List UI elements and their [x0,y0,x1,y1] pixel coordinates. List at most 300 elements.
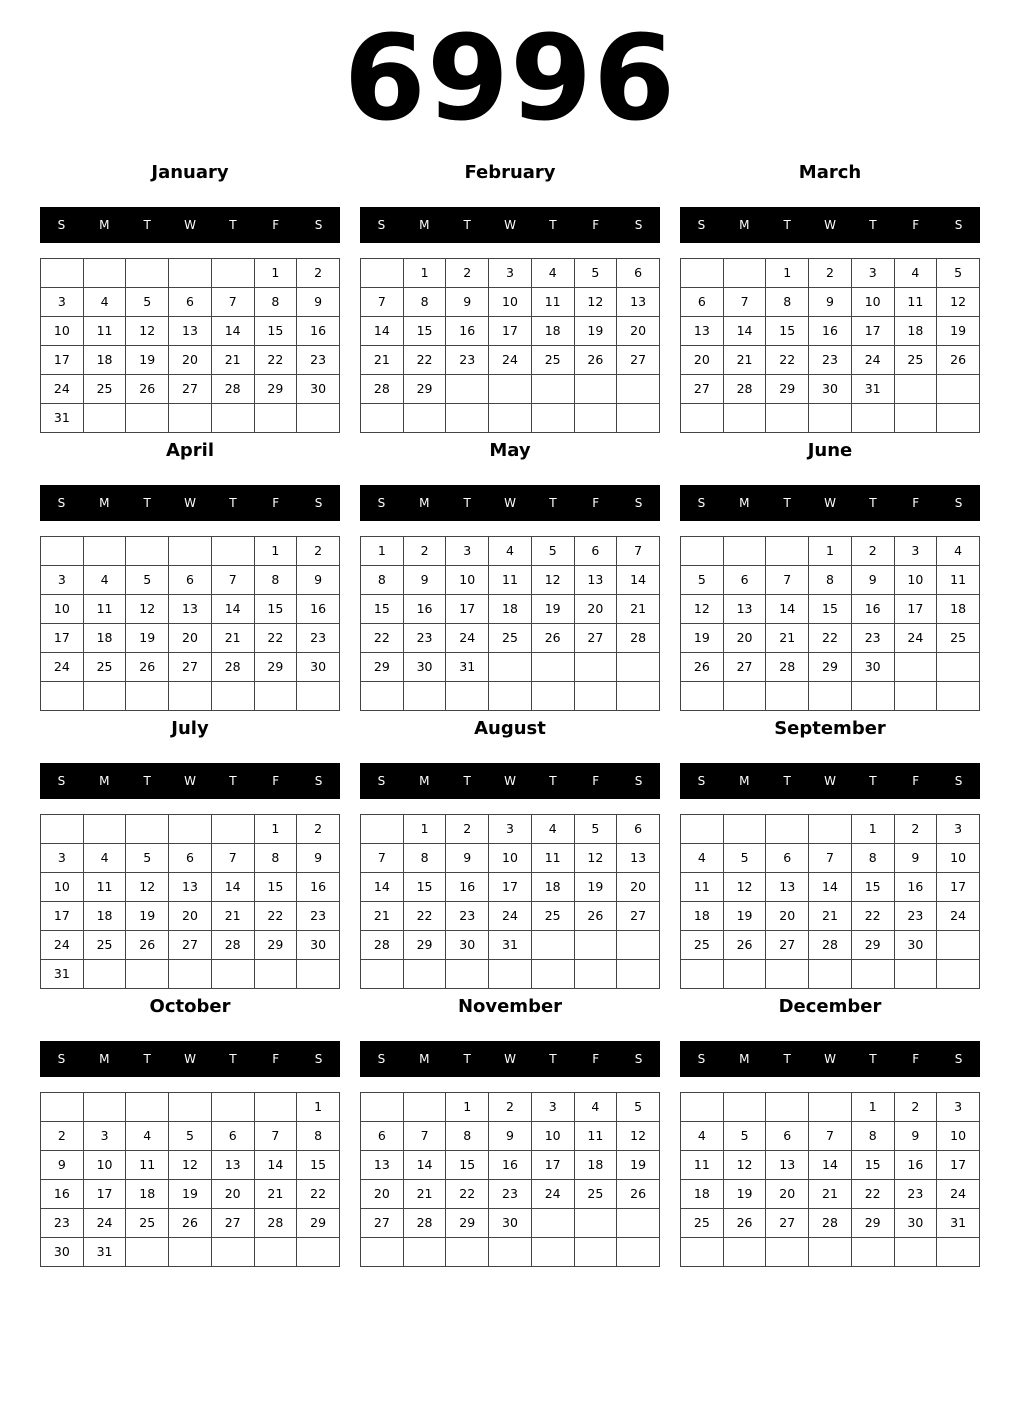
empty-day-cell [937,375,980,404]
week-row [361,259,660,288]
empty-day-cell [297,960,340,989]
day-cell: 6 [723,566,766,595]
day-cell: 22 [403,902,446,931]
day-cell: 24 [83,1209,126,1238]
day-cell: 10 [489,288,532,317]
day-cell: 12 [574,288,617,317]
day-cell: 17 [41,346,84,375]
day-cell: 25 [681,1209,724,1238]
empty-day-cell [851,960,894,989]
day-cell: 5 [169,1122,212,1151]
day-cell: 20 [361,1180,404,1209]
empty-day-cell [531,960,574,989]
day-cell: 19 [126,902,169,931]
month-title: December [778,996,882,1017]
day-cell: 8 [403,288,446,317]
empty-day-cell [937,682,980,711]
day-cell: 22 [361,624,404,653]
empty-day-cell [169,1093,212,1122]
weekday-label: M [99,774,110,788]
day-cell: 4 [681,1122,724,1151]
day-cell: 12 [617,1122,660,1151]
empty-day-cell [83,537,126,566]
weekday-label: T [229,1052,237,1066]
day-cell: 7 [361,844,404,873]
day-cell: 24 [894,624,937,653]
weekday-header [360,1041,660,1077]
empty-day-cell [531,375,574,404]
day-cell: 4 [126,1122,169,1151]
empty-day-cell [766,537,809,566]
day-cell: 15 [254,873,297,902]
week-row [41,960,340,989]
day-cell: 31 [489,931,532,960]
day-cell: 12 [723,873,766,902]
empty-day-cell [681,815,724,844]
day-cell: 10 [851,288,894,317]
day-cell: 19 [937,317,980,346]
day-cell: 13 [574,566,617,595]
day-cell: 1 [766,259,809,288]
week-row [361,653,660,682]
day-cell: 23 [297,902,340,931]
day-cell: 9 [446,288,489,317]
day-cell: 7 [211,566,254,595]
weekday-label: W [824,1052,836,1066]
empty-day-cell [681,682,724,711]
day-cell: 26 [574,902,617,931]
month-title: July [171,718,209,739]
day-cell: 10 [894,566,937,595]
day-grid [40,258,340,433]
day-cell: 28 [211,931,254,960]
day-cell: 1 [446,1093,489,1122]
day-cell: 3 [41,288,84,317]
day-cell: 22 [254,624,297,653]
day-cell: 31 [937,1209,980,1238]
day-cell: 5 [723,844,766,873]
day-cell: 15 [766,317,809,346]
day-cell: 22 [809,624,852,653]
day-cell: 23 [403,624,446,653]
day-cell: 28 [361,375,404,404]
day-cell: 11 [126,1151,169,1180]
day-cell: 6 [574,537,617,566]
day-cell: 30 [297,653,340,682]
day-cell: 13 [169,873,212,902]
day-cell: 21 [809,1180,852,1209]
empty-day-cell [446,375,489,404]
weekday-label: F [592,218,600,232]
day-cell: 26 [681,653,724,682]
weekday-label: S [697,774,706,788]
day-cell: 13 [169,317,212,346]
month-title: November [457,996,563,1017]
week-row [41,624,340,653]
day-cell: 25 [574,1180,617,1209]
weekday-label: M [419,218,430,232]
empty-day-cell [83,682,126,711]
day-cell: 26 [126,931,169,960]
weekday-label: M [419,1052,430,1066]
week-row [41,375,340,404]
day-cell: 25 [83,375,126,404]
day-cell: 9 [403,566,446,595]
empty-day-cell [851,404,894,433]
day-cell: 13 [211,1151,254,1180]
day-cell: 25 [489,624,532,653]
weekday-label: S [314,774,323,788]
day-cell: 27 [723,653,766,682]
day-cell: 14 [403,1151,446,1180]
empty-day-cell [766,404,809,433]
empty-day-cell [617,931,660,960]
weekday-header [40,207,340,243]
weekday-label: T [549,496,557,510]
day-cell: 2 [809,259,852,288]
week-row [41,873,340,902]
day-cell: 14 [723,317,766,346]
empty-day-cell [83,960,126,989]
empty-day-cell [403,960,446,989]
day-cell: 27 [681,375,724,404]
week-row [681,1122,980,1151]
weekday-label: W [824,774,836,788]
weekday-label: W [824,496,836,510]
day-cell: 2 [851,537,894,566]
day-cell: 16 [446,317,489,346]
day-cell: 15 [446,1151,489,1180]
day-cell: 11 [681,873,724,902]
day-cell: 2 [403,537,446,566]
day-cell: 15 [851,1151,894,1180]
weekday-label: W [184,218,196,232]
day-cell: 4 [531,259,574,288]
day-cell: 9 [41,1151,84,1180]
empty-day-cell [361,1093,404,1122]
week-row [681,624,980,653]
empty-day-cell [574,404,617,433]
day-cell: 14 [766,595,809,624]
day-cell: 15 [297,1151,340,1180]
empty-day-cell [126,960,169,989]
week-row [41,653,340,682]
day-cell: 29 [254,931,297,960]
weekday-header [680,485,980,521]
weekday-label: T [229,774,237,788]
day-cell: 9 [894,844,937,873]
day-cell: 30 [297,375,340,404]
day-cell: 3 [937,815,980,844]
day-cell: 30 [403,653,446,682]
week-row [681,375,980,404]
day-cell: 14 [211,317,254,346]
day-cell: 26 [937,346,980,375]
day-cell: 26 [617,1180,660,1209]
week-row [41,931,340,960]
day-cell: 15 [254,317,297,346]
empty-day-cell [531,653,574,682]
day-cell: 6 [766,844,809,873]
day-cell: 26 [126,375,169,404]
day-cell: 18 [574,1151,617,1180]
day-cell: 25 [531,902,574,931]
day-cell: 8 [851,1122,894,1151]
week-row [41,537,340,566]
day-cell: 3 [446,537,489,566]
day-cell: 11 [681,1151,724,1180]
day-cell: 18 [83,346,126,375]
month-title: September [774,718,886,739]
weekday-label: T [869,774,877,788]
day-cell: 7 [723,288,766,317]
weekday-label: S [377,496,386,510]
empty-day-cell [894,1238,937,1267]
week-row [681,317,980,346]
day-cell: 8 [446,1122,489,1151]
day-cell: 16 [809,317,852,346]
empty-day-cell [83,404,126,433]
day-cell: 14 [809,1151,852,1180]
weekday-label: T [463,496,471,510]
day-cell: 5 [126,566,169,595]
day-cell: 28 [211,375,254,404]
empty-day-cell [766,960,809,989]
week-row [41,1180,340,1209]
day-cell: 7 [809,844,852,873]
day-grid [680,814,980,989]
day-cell: 20 [723,624,766,653]
day-cell: 2 [489,1093,532,1122]
empty-day-cell [723,1093,766,1122]
week-row [681,815,980,844]
empty-day-cell [254,960,297,989]
day-cell: 21 [211,346,254,375]
empty-day-cell [574,682,617,711]
week-row [361,346,660,375]
weekday-header [360,485,660,521]
weekday-label: T [869,1052,877,1066]
day-cell: 9 [894,1122,937,1151]
weekday-label: T [549,218,557,232]
week-row [361,1180,660,1209]
weekday-header [680,1041,980,1077]
week-row [361,902,660,931]
empty-day-cell [681,960,724,989]
empty-day-cell [809,404,852,433]
day-cell: 14 [254,1151,297,1180]
day-cell: 11 [531,844,574,873]
day-cell: 6 [617,259,660,288]
week-row [681,537,980,566]
weekday-label: S [314,218,323,232]
day-cell: 30 [446,931,489,960]
month-title: March [798,162,862,183]
day-cell: 20 [211,1180,254,1209]
day-cell: 8 [766,288,809,317]
day-cell: 16 [851,595,894,624]
day-cell: 28 [766,653,809,682]
day-cell: 4 [489,537,532,566]
day-cell: 31 [446,653,489,682]
week-row [41,815,340,844]
day-cell: 28 [254,1209,297,1238]
day-cell: 18 [83,902,126,931]
weekday-header [40,485,340,521]
day-cell: 1 [254,537,297,566]
day-cell: 8 [254,288,297,317]
calendar-year-title: 6996 [343,9,677,147]
day-cell: 27 [211,1209,254,1238]
empty-day-cell [894,375,937,404]
empty-day-cell [723,537,766,566]
empty-day-cell [681,1238,724,1267]
weekday-label: T [869,496,877,510]
day-cell: 20 [766,1180,809,1209]
empty-day-cell [361,259,404,288]
empty-day-cell [211,682,254,711]
day-cell: 22 [851,1180,894,1209]
day-cell: 20 [617,873,660,902]
day-cell: 4 [937,537,980,566]
day-cell: 12 [126,595,169,624]
weekday-label: W [184,774,196,788]
week-row [41,902,340,931]
day-cell: 7 [403,1122,446,1151]
day-cell: 6 [169,288,212,317]
day-cell: 29 [403,931,446,960]
week-row [361,566,660,595]
day-cell: 5 [681,566,724,595]
day-cell: 25 [126,1209,169,1238]
day-cell: 30 [489,1209,532,1238]
day-cell: 26 [723,931,766,960]
empty-day-cell [361,815,404,844]
day-cell: 5 [937,259,980,288]
day-cell: 2 [297,815,340,844]
empty-day-cell [446,1238,489,1267]
day-cell: 3 [83,1122,126,1151]
empty-day-cell [126,815,169,844]
day-cell: 20 [169,346,212,375]
day-cell: 13 [766,1151,809,1180]
empty-day-cell [937,653,980,682]
day-cell: 23 [446,346,489,375]
empty-day-cell [723,404,766,433]
week-row [681,873,980,902]
weekday-label: S [954,1052,963,1066]
empty-day-cell [254,1093,297,1122]
month-title: April [165,440,215,461]
empty-day-cell [41,259,84,288]
day-cell: 18 [681,1180,724,1209]
day-cell: 9 [297,844,340,873]
day-cell: 31 [83,1238,126,1267]
day-cell: 25 [83,653,126,682]
day-cell: 18 [937,595,980,624]
weekday-label: T [463,774,471,788]
empty-day-cell [211,259,254,288]
empty-day-cell [681,537,724,566]
day-cell: 29 [254,653,297,682]
day-cell: 7 [809,1122,852,1151]
month-title: October [149,996,231,1017]
day-cell: 5 [531,537,574,566]
day-cell: 15 [403,873,446,902]
day-cell: 28 [809,1209,852,1238]
day-cell: 21 [766,624,809,653]
day-cell: 17 [937,873,980,902]
week-row [41,1151,340,1180]
day-cell: 4 [574,1093,617,1122]
weekday-header [680,207,980,243]
week-row [681,595,980,624]
day-cell: 19 [723,1180,766,1209]
weekday-label: M [739,496,750,510]
week-row [41,404,340,433]
day-cell: 9 [489,1122,532,1151]
empty-day-cell [681,1093,724,1122]
empty-day-cell [169,404,212,433]
weekday-label: F [912,496,920,510]
empty-day-cell [574,1238,617,1267]
empty-day-cell [894,653,937,682]
day-cell: 30 [297,931,340,960]
week-row [361,375,660,404]
day-cell: 24 [937,1180,980,1209]
day-cell: 19 [574,873,617,902]
month-title: August [474,718,546,739]
day-cell: 10 [937,1122,980,1151]
day-cell: 21 [361,346,404,375]
day-cell: 3 [489,259,532,288]
empty-day-cell [617,404,660,433]
empty-day-cell [617,960,660,989]
empty-day-cell [211,815,254,844]
day-cell: 25 [937,624,980,653]
day-cell: 24 [489,346,532,375]
weekday-label: T [143,1052,151,1066]
day-cell: 5 [126,288,169,317]
empty-day-cell [531,931,574,960]
day-cell: 1 [361,537,404,566]
day-cell: 12 [126,873,169,902]
day-cell: 26 [723,1209,766,1238]
day-cell: 11 [489,566,532,595]
day-cell: 13 [766,873,809,902]
day-cell: 23 [489,1180,532,1209]
weekday-label: S [954,496,963,510]
day-cell: 9 [297,566,340,595]
empty-day-cell [809,815,852,844]
day-cell: 27 [169,931,212,960]
day-cell: 20 [169,902,212,931]
day-cell: 7 [361,288,404,317]
empty-day-cell [297,682,340,711]
day-cell: 28 [211,653,254,682]
day-cell: 31 [41,404,84,433]
day-grid [40,814,340,989]
week-row [41,259,340,288]
day-cell: 1 [403,815,446,844]
empty-day-cell [681,404,724,433]
empty-day-cell [851,1238,894,1267]
day-cell: 15 [809,595,852,624]
day-cell: 24 [489,902,532,931]
day-cell: 11 [894,288,937,317]
day-cell: 23 [894,1180,937,1209]
empty-day-cell [297,404,340,433]
